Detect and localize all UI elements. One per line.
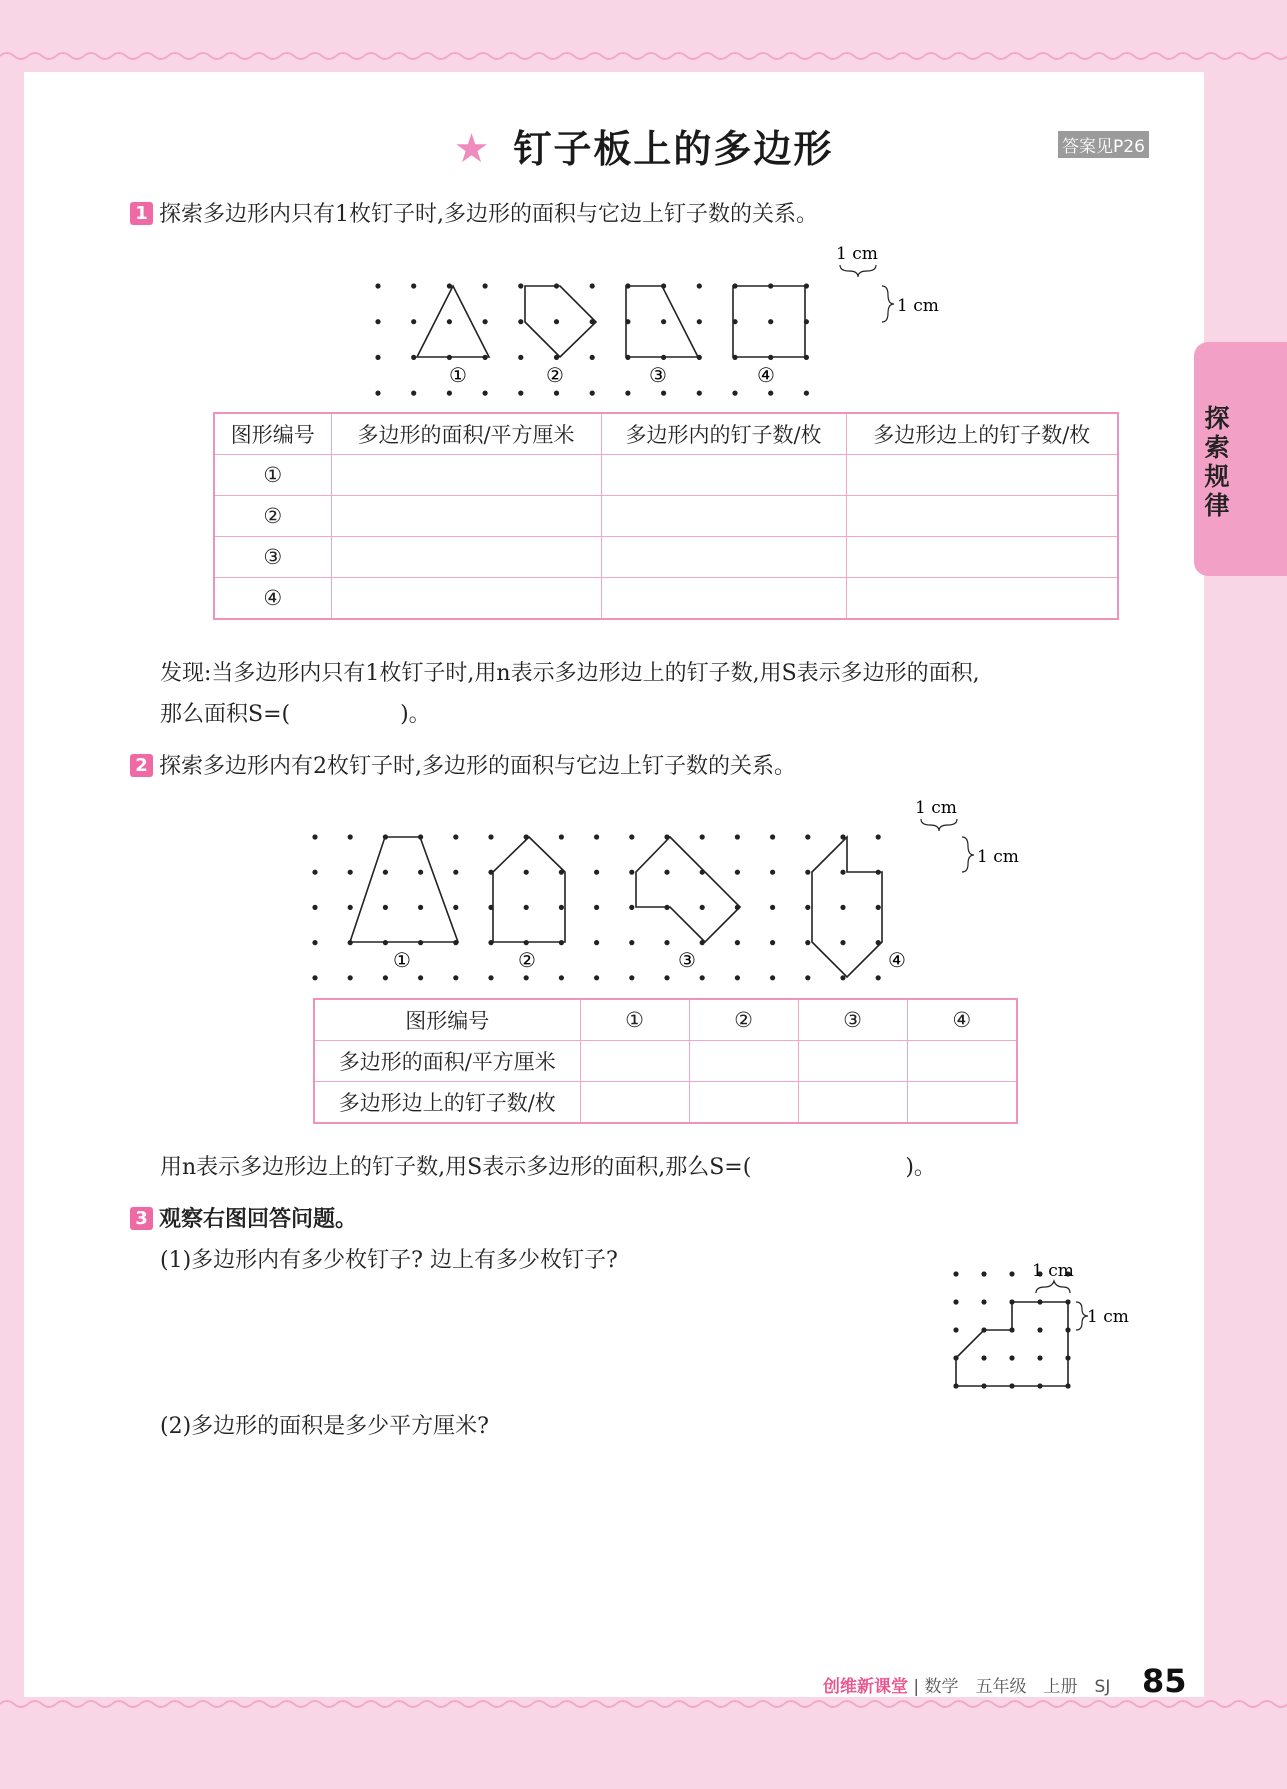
answer-cell[interactable] [689, 1082, 798, 1124]
peg-dot [661, 319, 666, 324]
peg-dot [629, 870, 634, 875]
answer-cell[interactable] [601, 455, 846, 496]
peg-dot [554, 391, 559, 396]
peg-dot [981, 1271, 986, 1276]
peg-dots [375, 283, 809, 395]
star-icon: ★ [453, 126, 492, 172]
table-header-cell: ① [580, 999, 689, 1041]
peg-dot [518, 283, 523, 288]
table-header-cell: 多边形边上的钉子数/枚 [846, 413, 1118, 455]
peg-dot [312, 905, 317, 910]
page-title-text: 钉子板上的多边形 [513, 127, 834, 171]
peg-dot [348, 975, 353, 980]
peg-dot [661, 391, 666, 396]
peg-dot [554, 319, 559, 324]
peg-dot [735, 870, 740, 875]
q2-formula: 用n表示多边形边上的钉子数,用S表示多边形的面积,那么S=( )。 [160, 1155, 936, 1180]
table-row [314, 1082, 1017, 1124]
peg-dot [770, 870, 775, 875]
peg-dot [312, 870, 317, 875]
answer-cell[interactable] [580, 1082, 689, 1124]
peg-dot [483, 283, 488, 288]
figure-label-4: ④ [757, 363, 775, 387]
answer-cell[interactable] [907, 1082, 1017, 1124]
table-header-cell: 图形编号 [314, 999, 580, 1041]
polygon-shape-3 [636, 837, 740, 942]
polygon-shape [956, 1302, 1068, 1386]
table-row [214, 455, 1118, 496]
footer-info: | 数学 五年级 上册 SJ [913, 1677, 1111, 1697]
question-number-badge: 2 [130, 754, 153, 777]
geoboard-figure-3 [940, 1255, 1140, 1425]
question-number-badge: 1 [130, 202, 153, 225]
peg-dot [876, 834, 881, 839]
answer-cell[interactable] [846, 496, 1118, 537]
peg-dot [375, 319, 380, 324]
answer-cell[interactable] [798, 1082, 907, 1124]
peg-dot [981, 1299, 986, 1304]
peg-dot [518, 319, 523, 324]
q1-finding-line2: 那么面积S=( )。 [160, 702, 431, 727]
peg-dot [383, 905, 388, 910]
table-row [214, 496, 1118, 537]
answer-cell[interactable] [846, 537, 1118, 578]
question-1-text: 探索多边形内只有1枚钉子时,多边形的面积与它边上钉子数的关系。 [159, 202, 818, 227]
figure-label-2: ② [546, 363, 564, 387]
peg-dot [453, 834, 458, 839]
page-number: 85 [1142, 1662, 1187, 1700]
answer-cell[interactable] [331, 496, 601, 537]
answer-cell[interactable] [907, 1041, 1017, 1082]
peg-dot [383, 975, 388, 980]
peg-dot [768, 391, 773, 396]
question-2-text: 探索多边形内有2枚钉子时,多边形的面积与它边上钉子数的关系。 [159, 754, 796, 779]
q3-sub-question-2: (2)多边形的面积是多少平方厘米? [160, 1414, 489, 1439]
peg-dot [488, 975, 493, 980]
question-2 [130, 752, 796, 782]
peg-dot [1009, 1271, 1014, 1276]
peg-dot [594, 975, 599, 980]
table-row [314, 1041, 1017, 1082]
peg-dot [876, 905, 881, 910]
peg-dot [594, 870, 599, 875]
peg-dot [483, 391, 488, 396]
peg-dot [840, 870, 845, 875]
peg-dot [447, 319, 452, 324]
table-header-cell: 图形编号 [214, 413, 331, 455]
peg-dot [732, 391, 737, 396]
row-label: ④ [214, 578, 331, 620]
answer-cell[interactable] [798, 1041, 907, 1082]
table-row [214, 578, 1118, 620]
peg-dot [629, 975, 634, 980]
polygon-shape-1 [417, 286, 489, 357]
answer-cell[interactable] [846, 455, 1118, 496]
row-label: ③ [214, 537, 331, 578]
answer-cell[interactable] [846, 578, 1118, 620]
peg-dot [453, 975, 458, 980]
table-row [214, 537, 1118, 578]
peg-dot [700, 975, 705, 980]
peg-dot [312, 975, 317, 980]
peg-dot [518, 391, 523, 396]
row-label: 多边形边上的钉子数/枚 [314, 1082, 580, 1124]
peg-dot [805, 905, 810, 910]
question-number-badge: 3 [130, 1207, 153, 1230]
peg-dot [348, 870, 353, 875]
unit-label-x: 1 cm [915, 798, 957, 818]
peg-dot [770, 940, 775, 945]
peg-dot [559, 975, 564, 980]
peg-dot [735, 975, 740, 980]
peg-dot [312, 834, 317, 839]
figure-label-3: ③ [649, 363, 667, 387]
figure-label-1: ① [449, 363, 467, 387]
answer-cell[interactable] [331, 537, 601, 578]
footer-brand: 创维新课堂 [823, 1677, 908, 1697]
answer-cell[interactable] [601, 578, 846, 620]
peg-dot [953, 1271, 958, 1276]
question-3-text: 观察右图回答问题。 [159, 1207, 358, 1232]
answer-cell[interactable] [331, 578, 601, 620]
peg-dot [518, 355, 523, 360]
table-header-cell: 多边形的面积/平方厘米 [331, 413, 601, 455]
peg-dot [700, 905, 705, 910]
peg-dot [805, 940, 810, 945]
unit-brace-x [840, 265, 876, 277]
peg-dot [840, 905, 845, 910]
peg-dot [590, 391, 595, 396]
peg-dot [559, 905, 564, 910]
peg-dot [375, 283, 380, 288]
polygon-shape-1 [350, 837, 458, 942]
peg-dot [447, 391, 452, 396]
row-label: 多边形的面积/平方厘米 [314, 1041, 580, 1082]
q1-table [213, 412, 1119, 620]
peg-dot [453, 870, 458, 875]
peg-dot [768, 319, 773, 324]
unit-label-x: 1 cm [1032, 1261, 1074, 1281]
peg-dot [411, 355, 416, 360]
peg-dot [664, 870, 669, 875]
answer-cell[interactable] [601, 496, 846, 537]
figure-label-2: ② [518, 948, 536, 972]
peg-dot [483, 319, 488, 324]
table-header-cell: 多边形内的钉子数/枚 [601, 413, 846, 455]
peg-dot [411, 319, 416, 324]
peg-dot [312, 940, 317, 945]
figure-label-3: ③ [678, 948, 696, 972]
peg-dot [383, 870, 388, 875]
peg-dot [411, 391, 416, 396]
peg-dot [375, 391, 380, 396]
peg-dot [770, 905, 775, 910]
peg-dot [559, 834, 564, 839]
peg-dot [590, 283, 595, 288]
row-label: ② [214, 496, 331, 537]
answer-cell[interactable] [580, 1041, 689, 1082]
table-header-cell: ④ [907, 999, 1017, 1041]
peg-dot [590, 355, 595, 360]
peg-dot [697, 391, 702, 396]
peg-dot [697, 319, 702, 324]
peg-dot [488, 834, 493, 839]
unit-brace-x [921, 819, 957, 831]
peg-dot [411, 283, 416, 288]
peg-dot [1037, 1355, 1042, 1360]
polygon-shape-2 [493, 837, 565, 942]
peg-dot [524, 870, 529, 875]
geoboard-figure-1 [360, 245, 940, 405]
peg-dot [375, 355, 380, 360]
unit-label-x: 1 cm [836, 245, 878, 264]
peg-dot [840, 975, 845, 980]
polygon-shape-2 [525, 286, 596, 357]
peg-dot [735, 940, 740, 945]
peg-dot [524, 975, 529, 980]
peg-dot [664, 940, 669, 945]
table-header-row [314, 999, 1017, 1041]
figure-label-1: ① [393, 948, 411, 972]
peg-dot [629, 834, 634, 839]
answer-cell[interactable] [601, 537, 846, 578]
q1-finding-line1: 发现:当多边形内只有1枚钉子时,用n表示多边形边上的钉子数,用S表示多边形的面积, [160, 661, 980, 686]
peg-dot [805, 870, 810, 875]
table-header-row [214, 413, 1118, 455]
peg-dot [770, 975, 775, 980]
peg-dot [594, 834, 599, 839]
unit-brace-x [1036, 1281, 1070, 1293]
peg-dot [876, 975, 881, 980]
peg-dot [418, 870, 423, 875]
row-label: ① [214, 455, 331, 496]
side-tab-label: 探索规律 [1204, 404, 1230, 520]
unit-brace-y [882, 286, 894, 322]
unit-label-y: 1 cm [1087, 1307, 1129, 1327]
table-header-cell: ③ [798, 999, 907, 1041]
polygon-shape-4 [812, 837, 882, 977]
peg-dot [953, 1327, 958, 1332]
peg-dot [625, 391, 630, 396]
figure-label-4: ④ [888, 948, 906, 972]
question-3 [130, 1205, 357, 1235]
peg-dot [981, 1355, 986, 1360]
answer-reference-badge: 答案见P26 [1058, 131, 1149, 158]
peg-dot [1009, 1355, 1014, 1360]
peg-dot [697, 283, 702, 288]
peg-dot [418, 975, 423, 980]
peg-dot [348, 905, 353, 910]
peg-dot [629, 905, 634, 910]
footer [823, 1672, 1110, 1697]
peg-dot [418, 905, 423, 910]
q3-sub-question-1: (1)多边形内有多少枚钉子? 边上有多少枚钉子? [160, 1248, 618, 1273]
question-1 [130, 200, 818, 230]
geoboard-figure-2 [300, 795, 1030, 985]
q2-table [313, 998, 1018, 1124]
peg-dot [594, 940, 599, 945]
peg-dot [348, 834, 353, 839]
peg-dot [629, 940, 634, 945]
peg-dot [1037, 1327, 1042, 1332]
peg-dot [735, 834, 740, 839]
peg-dot [453, 905, 458, 910]
table-header-cell: ② [689, 999, 798, 1041]
unit-label-y: 1 cm [897, 296, 939, 316]
peg-dot [524, 905, 529, 910]
peg-dot [953, 1299, 958, 1304]
peg-dot [664, 975, 669, 980]
peg-dot [700, 834, 705, 839]
peg-dot [770, 834, 775, 839]
unit-label-y: 1 cm [977, 847, 1019, 867]
answer-cell[interactable] [331, 455, 601, 496]
peg-dot [840, 940, 845, 945]
peg-dot [805, 834, 810, 839]
answer-cell[interactable] [689, 1041, 798, 1082]
peg-dot [805, 975, 810, 980]
peg-dot [804, 391, 809, 396]
unit-brace-y [962, 837, 974, 872]
peg-dot [594, 905, 599, 910]
